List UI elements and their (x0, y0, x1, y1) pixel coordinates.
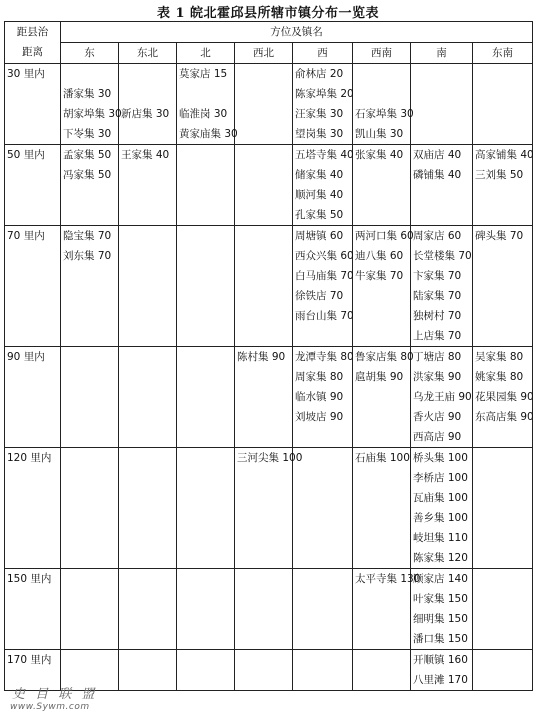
distance-header-line2: 距离 (22, 46, 43, 58)
town-entry: 磷铺集 40 (413, 169, 462, 181)
town-entry: 岐坦集 110 (413, 532, 468, 544)
town-entry: 刘东集 70 (63, 250, 112, 262)
town-entry: 胡家埠集 30 (63, 108, 122, 120)
town-entry (179, 84, 232, 104)
town-entry (121, 84, 174, 104)
town-cell (473, 145, 533, 226)
town-entry: 顾家店 140 (413, 573, 468, 585)
town-entry: 开顺镇 160 (413, 654, 468, 666)
town-entry: 潘家集 30 (63, 88, 112, 100)
town-cell (235, 650, 293, 691)
town-entry: 周家店 60 (413, 230, 462, 242)
town-cell (473, 226, 533, 347)
town-entry: 临淮岗 30 (179, 108, 228, 120)
town-entry: 张家集 40 (355, 149, 404, 161)
town-cell (61, 145, 119, 226)
table-row (5, 145, 533, 226)
town-entry: 瓦庙集 100 (413, 492, 468, 504)
town-cell (411, 347, 473, 448)
town-entry: 长堂楼集 70 (413, 250, 472, 262)
town-entry: 周家集 80 (295, 371, 344, 383)
town-cell (293, 650, 353, 691)
town-cell (235, 569, 293, 650)
town-entry: 李桥店 100 (413, 472, 468, 484)
watermark-logo: 史 目 联 盟 (12, 687, 98, 702)
direction-header: 西南 (353, 43, 411, 64)
town-cell (353, 145, 411, 226)
town-entry: 太平寺集 130 (355, 573, 421, 585)
town-entry: 陈村集 90 (237, 351, 286, 363)
town-entry: 善乡集 100 (413, 512, 468, 524)
town-cell (353, 569, 421, 650)
direction-header: 东 (61, 43, 119, 64)
town-cell (61, 64, 122, 145)
town-cell (119, 145, 177, 226)
town-entry: 隐宝集 70 (63, 230, 112, 242)
town-entry: 香火店 90 (413, 411, 462, 423)
direction-header: 北 (177, 43, 235, 64)
distance-header (5, 22, 61, 64)
table-row (5, 448, 533, 569)
town-entry: 细明集 150 (413, 613, 468, 625)
distance-cell: 50 里内 (5, 145, 61, 226)
town-cell (473, 347, 533, 448)
town-entry: 五塔寺集 40 (295, 149, 354, 161)
town-cell (411, 145, 473, 226)
town-entry: 刘坡店 90 (295, 411, 344, 423)
town-entry: 王家集 40 (121, 149, 170, 161)
town-cell (411, 569, 473, 650)
distance-cell: 170 里内 (5, 650, 61, 691)
town-entry: 洪家集 90 (413, 371, 462, 383)
town-cell (411, 64, 473, 145)
town-entry: 冯家集 50 (63, 169, 112, 181)
town-entry: 三河尖集 100 (237, 452, 303, 464)
town-entry: 新店集 30 (121, 108, 170, 120)
town-entry: 上店集 70 (413, 330, 462, 342)
town-cell (353, 448, 411, 569)
town-cell (353, 650, 411, 691)
town-entry: 双庙店 40 (413, 149, 462, 161)
town-cell (177, 650, 235, 691)
town-entry: 下岺集 30 (63, 128, 112, 140)
town-entry: 扈胡集 90 (355, 371, 404, 383)
town-entry: 叶家集 150 (413, 593, 468, 605)
town-cell (353, 347, 414, 448)
town-entry: 周塘镇 60 (295, 230, 344, 242)
town-cell (293, 569, 353, 650)
town-cell (235, 64, 293, 145)
town-entry: 白马庙集 70 (295, 270, 354, 282)
direction-group-header: 方位及镇名 (61, 22, 533, 43)
town-cell (473, 448, 533, 569)
direction-header: 东南 (473, 43, 533, 64)
town-cell (119, 64, 177, 145)
town-cell (61, 569, 119, 650)
town-entry: 碑头集 70 (475, 230, 524, 242)
town-entry (121, 64, 174, 84)
town-cell (293, 145, 353, 226)
town-cell (61, 226, 119, 347)
town-cell (177, 448, 235, 569)
distance-cell: 30 里内 (5, 64, 61, 145)
town-entry: 两河口集 60 (355, 230, 414, 242)
direction-header: 西北 (235, 43, 293, 64)
town-cell (235, 448, 303, 569)
direction-header: 西 (293, 43, 353, 64)
town-entry: 桥头集 100 (413, 452, 468, 464)
town-entry: 鲁家店集 80 (355, 351, 414, 363)
town-cell (61, 347, 119, 448)
town-entry: 东高店集 90 (475, 411, 534, 423)
town-cell (177, 226, 235, 347)
table-row (5, 347, 533, 448)
town-entry: 乌龙王庙 90 (413, 391, 472, 403)
town-cell (235, 347, 293, 448)
town-entry: 迪八集 60 (355, 250, 404, 262)
town-entry (355, 64, 408, 84)
town-entry: 黄家庙集 30 (179, 128, 238, 140)
town-cell (177, 64, 238, 145)
town-entry: 西高店 90 (413, 431, 462, 443)
town-cell (411, 650, 473, 691)
town-entry: 独树村 70 (413, 310, 462, 322)
town-cell (473, 650, 533, 691)
town-entry: 八里滩 170 (413, 674, 468, 686)
town-entry: 潘口集 150 (413, 633, 468, 645)
town-entry: 石家埠集 30 (355, 108, 414, 120)
town-cell (473, 569, 533, 650)
town-cell (119, 448, 177, 569)
town-distribution-table (4, 21, 533, 691)
table-row (5, 226, 533, 347)
town-cell (119, 650, 177, 691)
town-cell (177, 145, 235, 226)
town-entry: 陈家集 120 (413, 552, 468, 564)
table-row (5, 569, 533, 650)
town-entry: 莫家店 15 (179, 68, 228, 80)
town-entry: 三刘集 50 (475, 169, 524, 181)
town-entry: 龙潭寺集 80 (295, 351, 354, 363)
town-entry: 凯山集 30 (355, 128, 404, 140)
town-entry: 高家铺集 40 (475, 149, 534, 161)
town-entry: 陆家集 70 (413, 290, 462, 302)
town-cell (353, 64, 414, 145)
town-entry: 孔家集 50 (295, 209, 344, 221)
town-entry: 丁塘店 80 (413, 351, 462, 363)
town-cell (119, 226, 177, 347)
direction-header: 南 (411, 43, 473, 64)
town-cell (473, 64, 533, 145)
town-entry (63, 64, 116, 84)
town-cell (293, 64, 353, 145)
town-cell (177, 569, 235, 650)
town-cell (293, 347, 353, 448)
town-entry (355, 84, 408, 104)
town-cell (61, 448, 119, 569)
town-entry: 储家集 40 (295, 169, 344, 181)
direction-header: 东北 (119, 43, 177, 64)
distance-cell: 150 里内 (5, 569, 61, 650)
town-entry: 汪家集 30 (295, 108, 344, 120)
town-cell (235, 226, 293, 347)
town-entry: 临水镇 90 (295, 391, 344, 403)
town-entry: 顺河集 40 (295, 189, 344, 201)
town-cell (293, 448, 353, 569)
town-entry: 西众兴集 60 (295, 250, 354, 262)
table-row (5, 64, 533, 145)
town-entry: 石庙集 100 (355, 452, 410, 464)
town-entry: 孟家集 50 (63, 149, 112, 161)
town-cell (293, 226, 353, 347)
table-title: 表 1 皖北霍邱县所辖市镇分布一览表 (156, 6, 380, 21)
town-entry: 卞家集 70 (413, 270, 462, 282)
town-entry: 姚家集 80 (475, 371, 524, 383)
town-entry: 吴家集 80 (475, 351, 524, 363)
town-entry: 雨台山集 70 (295, 310, 354, 322)
town-entry: 牛家集 70 (355, 270, 404, 282)
town-entry: 花果园集 90 (475, 391, 534, 403)
distance-cell: 120 里内 (5, 448, 61, 569)
watermark-url: www.Sywm.com (10, 702, 90, 712)
town-cell (411, 448, 473, 569)
town-cell (411, 226, 473, 347)
distance-cell: 70 里内 (5, 226, 61, 347)
town-cell (119, 347, 177, 448)
town-cell (235, 145, 293, 226)
distance-header-line1: 距县治 (16, 26, 49, 38)
distance-cell: 90 里内 (5, 347, 61, 448)
town-cell (119, 569, 177, 650)
town-entry: 俞林店 20 (295, 68, 344, 80)
town-entry: 徐铁店 70 (295, 290, 344, 302)
town-cell (177, 347, 235, 448)
town-entry: 陈家埠集 20 (295, 88, 354, 100)
town-entry: 望岗集 30 (295, 128, 344, 140)
town-cell (353, 226, 414, 347)
